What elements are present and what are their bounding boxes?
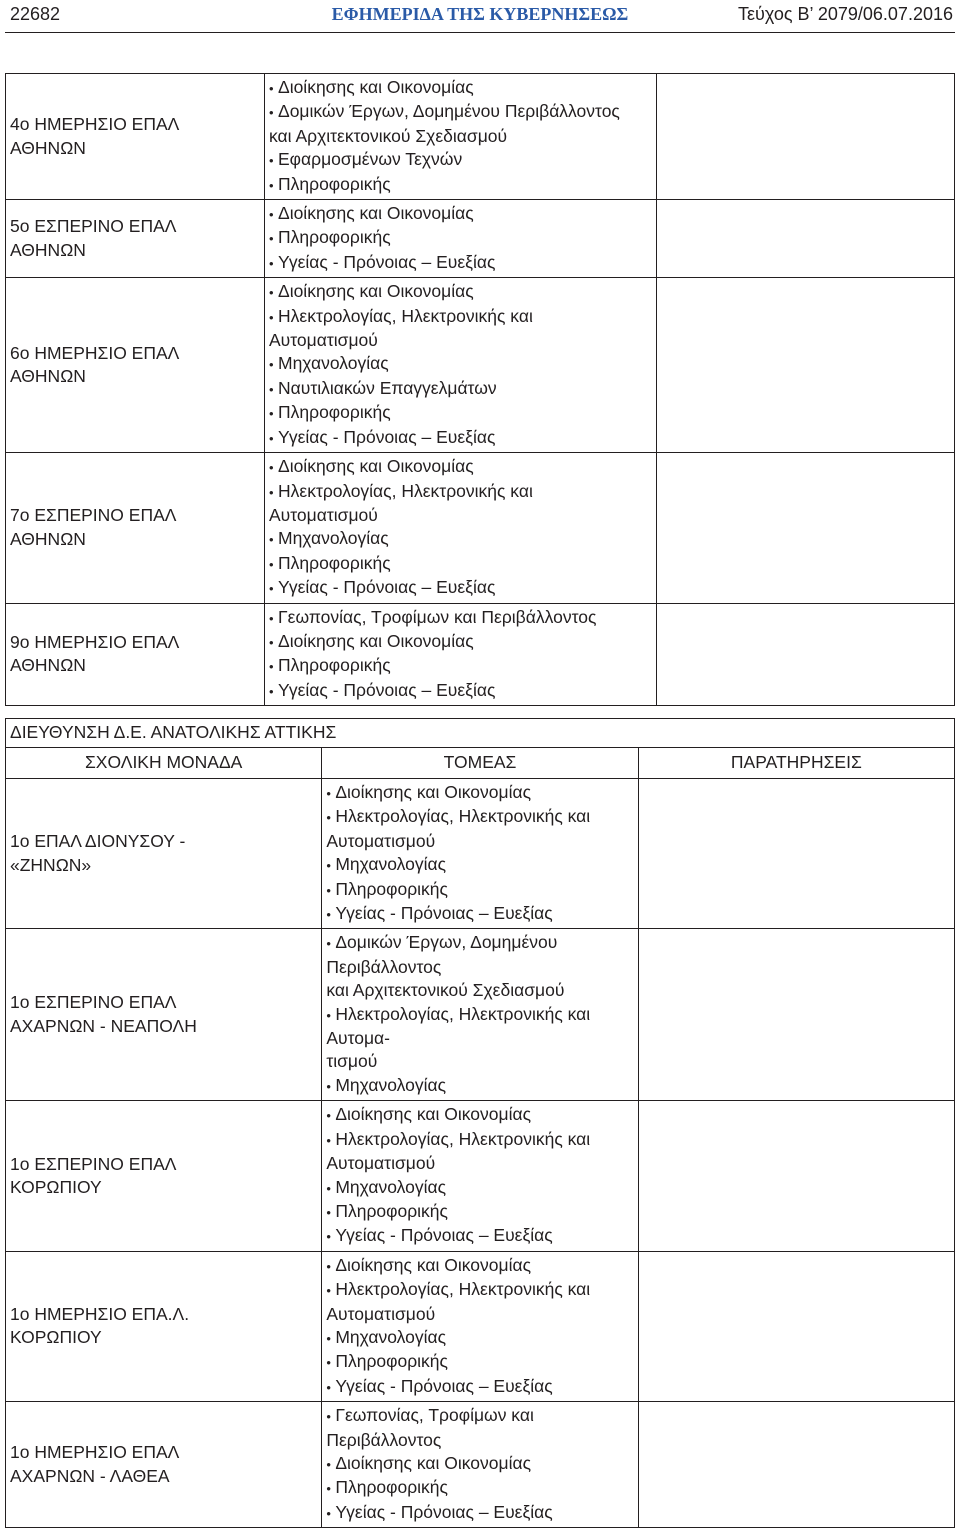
column-header-school: ΣΧΟΛΙΚΗ ΜΟΝΑΔΑ xyxy=(6,748,322,779)
sectors-cell xyxy=(322,1101,638,1251)
sectors-cell xyxy=(265,603,657,706)
notes-cell xyxy=(638,1251,954,1401)
page-number: 22682 xyxy=(10,4,61,24)
school-name: 9ο ΗΜΕΡΗΣΙΟ ΕΠΑΛ ΑΘΗΝΩΝ xyxy=(10,631,180,676)
sector-item: • Πληροφορικής xyxy=(269,552,652,576)
sectors-cell xyxy=(265,278,657,453)
sector-item: • Υγείας - Πρόνοιας – Ευεξίας xyxy=(326,902,633,926)
sector-item: • Ηλεκτρολογίας, Ηλεκτρονικής και Αυτομα- xyxy=(326,1003,633,1051)
table-row xyxy=(6,200,955,278)
table-row xyxy=(6,1402,955,1528)
sector-item: • Δομικών Έργων, Δομημένου Περιβάλλοντος xyxy=(326,931,633,979)
school-name: 1ο ΕΣΠΕΡΙΝΟ ΕΠΑΛ ΚΟΡΩΠΙΟΥ xyxy=(10,1153,177,1197)
column-header-sectors: ΤΟΜΕΑΣ xyxy=(322,748,638,779)
sectors-cell xyxy=(322,929,638,1101)
school-cell xyxy=(6,1101,322,1251)
sector-item: • Ναυτιλιακών Επαγγελμάτων xyxy=(269,377,652,401)
sector-item: • Διοίκησης και Οικονομίας xyxy=(269,76,652,100)
table-row xyxy=(6,603,955,706)
sector-item: • Υγείας - Πρόνοιας – Ευεξίας xyxy=(269,251,652,275)
sectors-cell xyxy=(322,779,638,929)
school-cell xyxy=(6,200,265,278)
notes-cell xyxy=(638,779,954,929)
sector-item: • Διοίκησης και Οικονομίας xyxy=(326,781,633,805)
sector-item: Αυτοματισμού xyxy=(269,504,378,525)
sector-item: • Διοίκησης και Οικονομίας xyxy=(269,202,652,226)
issue-reference: Τεύχος Β’ 2079/06.07.2016 xyxy=(737,4,953,24)
school-name: 7ο ΕΣΠΕΡΙΝΟ ΕΠΑΛ ΑΘΗΝΩΝ xyxy=(10,505,177,549)
sector-item: • Υγείας - Πρόνοιας – Ευεξίας xyxy=(326,1375,633,1399)
column-header-notes: ΠΑΡΑΤΗΡΗΣΕΙΣ xyxy=(638,748,954,779)
sectors-cell xyxy=(322,1251,638,1401)
sector-item: • Υγείας - Πρόνοιας – Ευεξίας xyxy=(269,426,652,450)
sector-item: • Διοίκησης και Οικονομίας xyxy=(326,1254,633,1278)
sectors-cell xyxy=(265,74,657,200)
sector-item: • Ηλεκτρολογίας, Ηλεκτρονικής και xyxy=(326,1128,633,1152)
school-cell xyxy=(6,779,322,929)
sector-item: • Μηχανολογίας xyxy=(326,853,633,877)
school-name: 1ο ΕΠΑΛ ΔΙΟΝΥΣΟΥ - «ΖΗΝΩΝ» xyxy=(10,831,186,875)
sector-item: τισμού xyxy=(326,1051,378,1072)
sectors-cell xyxy=(265,200,657,278)
school-cell xyxy=(6,1251,322,1401)
sector-item: • Πληροφορικής xyxy=(326,1476,633,1500)
school-name: 1ο ΗΜΕΡΗΣΙΟ ΕΠΑΛ ΑΧΑΡΝΩΝ - ΛΑΘΕΑ xyxy=(10,1442,180,1486)
school-cell xyxy=(6,74,265,200)
sector-item: • Πληροφορικής xyxy=(269,226,652,250)
sector-item: • Μηχανολογίας xyxy=(269,527,652,551)
sector-item: • Υγείας - Πρόνοιας – Ευεξίας xyxy=(269,679,652,703)
schools-table-athens xyxy=(5,73,955,706)
sector-item: • Γεωπονίας, Τροφίμων και Περιβάλλοντος xyxy=(269,606,652,630)
sector-item: • Διοίκησης και Οικονομίας xyxy=(326,1452,633,1476)
sector-item: • Διοίκησης και Οικονομίας xyxy=(269,630,652,654)
school-name: 6ο ΗΜΕΡΗΣΙΟ ΕΠΑΛ ΑΘΗΝΩΝ xyxy=(10,342,180,387)
sectors-cell xyxy=(265,453,657,603)
sector-item: • Πληροφορικής xyxy=(269,173,652,197)
school-cell xyxy=(6,929,322,1101)
school-cell xyxy=(6,603,265,706)
table-row xyxy=(6,929,955,1101)
sector-item: • Μηχανολογίας xyxy=(326,1074,633,1098)
sector-item: και Αρχιτεκτονικού Σχεδιασμού xyxy=(326,980,565,1001)
school-cell xyxy=(6,1402,322,1528)
sector-item: • Μηχανολογίας xyxy=(326,1176,633,1200)
sector-item: • Πληροφορικής xyxy=(326,878,633,902)
sector-item: • Ηλεκτρολογίας, Ηλεκτρονικής και xyxy=(326,805,633,829)
schools-table-east-attica xyxy=(5,718,955,1528)
table-row xyxy=(6,74,955,200)
sector-item: • Υγείας - Πρόνοιας – Ευεξίας xyxy=(326,1224,633,1248)
sector-item: • Υγείας - Πρόνοιας – Ευεξίας xyxy=(269,576,652,600)
notes-cell xyxy=(657,278,955,453)
school-cell xyxy=(6,278,265,453)
school-name: 4ο ΗΜΕΡΗΣΙΟ ΕΠΑΛ ΑΘΗΝΩΝ xyxy=(10,114,180,158)
sector-item: • Διοίκησης και Οικονομίας xyxy=(269,280,652,304)
table-row xyxy=(6,278,955,453)
sector-item: • Πληροφορικής xyxy=(269,654,652,678)
sector-item: • Πληροφορικής xyxy=(326,1200,633,1224)
sector-item: • Ηλεκτρολογίας, Ηλεκτρονικής και xyxy=(326,1278,633,1302)
sector-item: • Μηχανολογίας xyxy=(269,352,652,376)
school-name: 1ο ΕΣΠΕΡΙΝΟ ΕΠΑΛ ΑΧΑΡΝΩΝ - ΝΕΑΠΟΛΗ xyxy=(10,992,197,1036)
notes-cell xyxy=(657,74,955,200)
notes-cell xyxy=(657,603,955,706)
sector-item: • Ηλεκτρολογίας, Ηλεκτρονικής και xyxy=(269,480,652,504)
school-name: 5ο ΕΣΠΕΡΙΝΟ ΕΠΑΛ ΑΘΗΝΩΝ xyxy=(10,216,177,260)
sector-item: • Δομικών Έργων, Δομημένου Περιβάλλοντος xyxy=(269,100,652,124)
sector-item: Αυτοματισμού xyxy=(269,330,378,351)
notes-cell xyxy=(638,1402,954,1528)
sector-item: • Ηλεκτρολογίας, Ηλεκτρονικής και xyxy=(269,305,652,329)
sector-item: Αυτοματισμού xyxy=(326,1153,436,1174)
notes-cell xyxy=(638,1101,954,1251)
table-row xyxy=(6,1251,955,1401)
school-cell xyxy=(6,453,265,603)
sector-item: • Υγείας - Πρόνοιας – Ευεξίας xyxy=(326,1501,633,1525)
notes-cell xyxy=(657,200,955,278)
notes-cell xyxy=(657,453,955,603)
sector-item: • Διοίκησης και Οικονομίας xyxy=(269,455,652,479)
sectors-cell xyxy=(322,1402,638,1528)
sector-item: • Πληροφορικής xyxy=(269,401,652,425)
table-row xyxy=(6,779,955,929)
sector-item: • Διοίκησης και Οικονομίας xyxy=(326,1103,633,1127)
sector-item: Αυτοματισμού xyxy=(326,830,436,851)
sector-item: και Αρχιτεκτονικού Σχεδιασμού xyxy=(269,125,508,146)
sector-item: Αυτοματισμού xyxy=(326,1303,436,1324)
page-header xyxy=(5,0,955,33)
sector-item: • Εφαρμοσμένων Τεχνών xyxy=(269,148,652,172)
sector-item: • Γεωπονίας, Τροφίμων και Περιβάλλοντος xyxy=(326,1404,633,1452)
sector-item: • Μηχανολογίας xyxy=(326,1326,633,1350)
district-title: ΔΙΕΥΘΥΝΣΗ Δ.Ε. ΑΝΑΤΟΛΙΚΗΣ ΑΤΤΙΚΗΣ xyxy=(6,719,955,748)
school-name: 1ο ΗΜΕΡΗΣΙΟ ΕΠΑ.Λ. ΚΟΡΩΠΙΟΥ xyxy=(10,1304,190,1348)
gazette-title: ΕΦΗΜΕΡΙΔΑ ΤΗΣ ΚΥΒΕΡΝΗΣΕΩΣ xyxy=(331,4,629,24)
table-row xyxy=(6,453,955,603)
notes-cell xyxy=(638,929,954,1101)
table-row xyxy=(6,1101,955,1251)
sector-item: • Πληροφορικής xyxy=(326,1350,633,1374)
